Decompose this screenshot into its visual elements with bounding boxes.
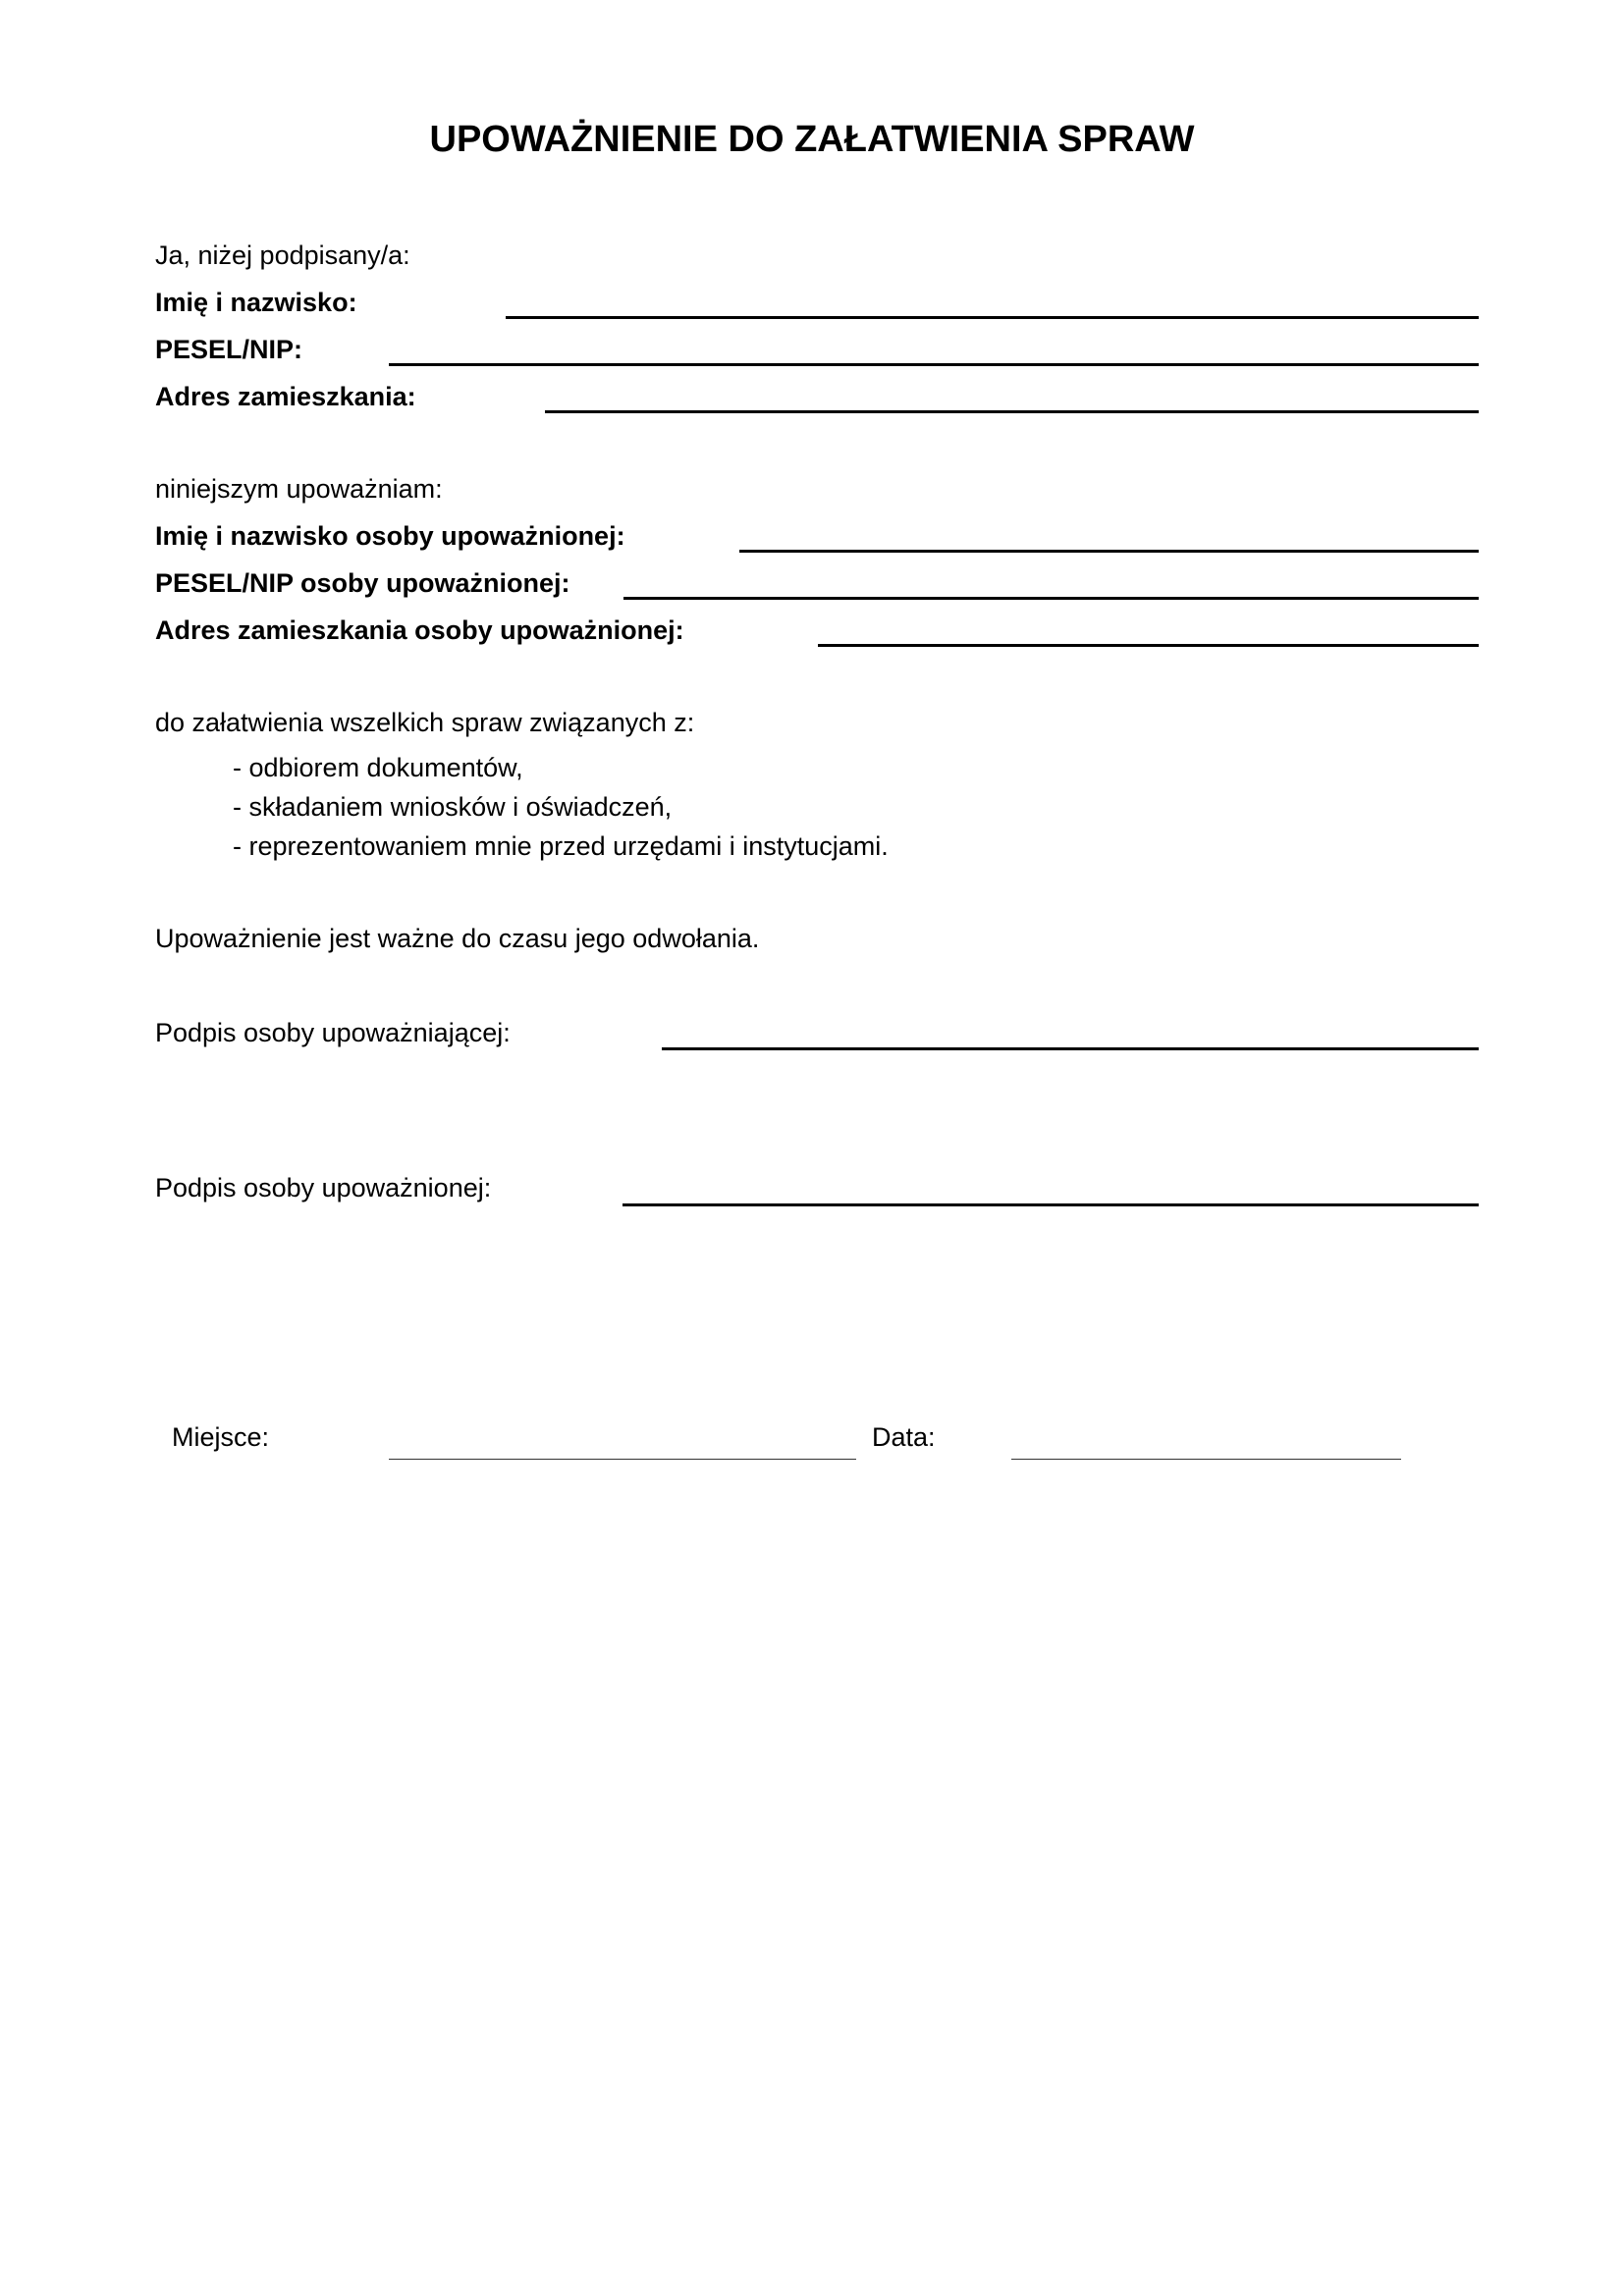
scope-item: - składaniem wniosków i oświadczeń, xyxy=(233,792,673,822)
grantee-id-label: PESEL/NIP osoby upoważnionej: xyxy=(155,568,570,598)
grantor-signature-label: Podpis osoby upoważniającej: xyxy=(155,1018,511,1047)
grantor-address-field[interactable] xyxy=(545,410,1479,413)
grantor-address-label: Adres zamieszkania: xyxy=(155,382,416,411)
grantee-signature-field[interactable] xyxy=(623,1203,1479,1206)
grantee-address-label: Adres zamieszkania osoby upoważnionej: xyxy=(155,615,684,645)
place-field[interactable] xyxy=(389,1459,856,1460)
validity-statement: Upoważnienie jest ważne do czasu jego odwołania. xyxy=(155,924,760,953)
date-field[interactable] xyxy=(1011,1459,1401,1460)
grantor-id-field[interactable] xyxy=(389,363,1479,366)
scope-intro: do załatwienia wszelkich spraw związanych z: xyxy=(155,708,695,737)
place-label: Miejsce: xyxy=(172,1422,270,1452)
document-title: UPOWAŻNIENIE DO ZAŁATWIENIA SPRAW xyxy=(429,119,1195,160)
grantee-signature-label: Podpis osoby upoważnionej: xyxy=(155,1173,492,1202)
grantee-intro: niniejszym upoważniam: xyxy=(155,474,443,504)
grantee-name-label: Imię i nazwisko osoby upoważnionej: xyxy=(155,521,625,551)
grantor-id-label: PESEL/NIP: xyxy=(155,335,303,364)
grantor-signature-field[interactable] xyxy=(662,1047,1479,1050)
date-label: Data: xyxy=(872,1422,936,1452)
scope-item: - odbiorem dokumentów, xyxy=(233,753,523,782)
grantor-intro: Ja, niżej podpisany/a: xyxy=(155,240,410,270)
grantor-name-label: Imię i nazwisko: xyxy=(155,288,357,317)
grantee-address-field[interactable] xyxy=(818,644,1479,647)
grantor-name-field[interactable] xyxy=(506,316,1479,319)
scope-item: - reprezentowaniem mnie przed urzędami i instytucjami. xyxy=(233,831,889,861)
grantee-name-field[interactable] xyxy=(739,550,1479,553)
grantee-id-field[interactable] xyxy=(623,597,1479,600)
